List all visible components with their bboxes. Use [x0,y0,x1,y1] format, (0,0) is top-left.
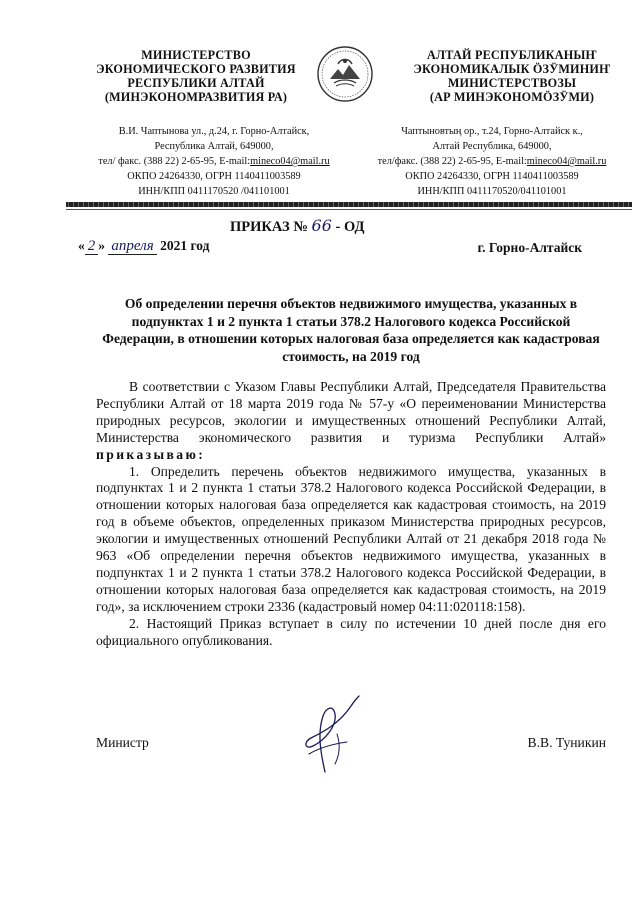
republic-altai-emblem-icon [316,45,374,103]
org-line: МИНИСТЕРСТВО [141,48,251,62]
org-line: ЭКОНОМИЧЕСКОГО РАЗВИТИЯ [96,62,296,76]
signatory-name: В.В. Туникин [527,735,606,750]
order-city: г. Горно-Алтайск [477,240,582,255]
header-divider-thin [66,209,632,210]
preamble-paragraph [96,379,606,464]
order-word: приказываю: [96,446,206,462]
order-body [96,379,606,650]
phone-fax-text: тел/ факс. (388 22) 2-65-95, E-mail: [98,156,251,167]
order-title-prefix: ПРИКАЗ № [230,219,308,235]
order-title [230,216,365,236]
org-line: (АР МИНЭКОНОМÖЗӰМИ) [429,90,595,104]
address-altai [356,124,628,199]
org-line: ЭКОНОМИКАЛЫК ÖЗӰМИНИҤ [413,62,611,76]
email-link[interactable]: mineco04@mail.ru [526,156,607,167]
address-line: Алтай Республика, 649000, [432,141,552,152]
org-line: (МИНЭКОНОМРАЗВИТИЯ РА) [104,90,288,104]
header-divider [66,202,632,207]
address-line: ОКПО 24264330, ОГРН 1140411003589 [405,171,579,182]
signatory-title: Министр [96,735,149,750]
address-russian [78,124,350,199]
handwritten-signature [295,694,365,774]
order-title-suffix: - ОД [335,219,365,235]
address-contact-line [356,154,628,169]
address-contact-line [78,154,350,169]
address-line: ОКПО 24264330, ОГРН 1140411003589 [127,171,301,182]
org-name-russian [82,48,310,104]
order-day: 2 [85,238,99,255]
order-date [78,238,209,255]
order-item-1: 1. Определить перечень объектов недвижимого имущества, указанных в подпунктах 1 и 2 пункта 1 статьи 378.2 Налогового кодекса Российской Федерации, в отношении которых налоговая база определяется как кадастровая стоимость, на 2019 год в объеме объектов, определенных приказом Министерства природных ресурсов, экологии и имущественных отношений Республики Алтай от 21 декабря 2018 года № 963 «Об определении перечня объектов недвижимого имущества, указанных в подпунктах 1 и 2 пункта 1 статьи 378.2 Налогового кодекса Российской Федерации, в отношении которых налоговая база определяется как кадастровая стоимость, на 2019 год», за исключением строки 2336 (кадастровый номер 04:11:020118:158). [96,463,606,614]
quote-open: « [78,238,85,253]
quote-close: » [98,238,105,253]
address-line: В.И. Чаптынова ул., д.24, г. Горно-Алтайск, [118,126,310,137]
address-line: ИНН/КПП 0411170520/041101001 [417,186,567,197]
email-link[interactable]: mineco04@mail.ru [250,156,330,167]
order-item-2: 2. Настоящий Приказ вступает в силу по истечении 10 дней после дня его официального опубликования. [96,615,606,648]
org-line: АЛТАЙ РЕСПУБЛИКАНЫҤ [427,48,597,62]
preamble-text: В соответствии с Указом Главы Республики Алтай, Председателя Правительства Республики Алтай от 18 марта 2019 года № 57-у «О переименовании Министерства природных ресурсов, экологии и имущественных отношений Республики Алтай, Министерства экономического развития и туризма Республики Алтай» [96,379,606,445]
address-line: Республика Алтай, 649000, [154,141,274,152]
org-name-altai [392,48,632,104]
order-year: 2021 год [160,238,210,253]
order-number: 66 [311,216,332,235]
address-line: ИНН/КПП 0411170520 /041101001 [138,186,290,197]
address-line: Чаптыновтың ор., т.24, Горно-Алтайск к., [401,126,583,137]
phone-fax-text: тел/факс. (388 22) 2-65-95, E-mail: [377,156,527,167]
org-line: РЕСПУБЛИКИ АЛТАЙ [127,76,265,90]
order-subject: Об определении перечня объектов недвижимого имущества, указанных в подпунктах 1 и 2 пункта 1 статьи 378.2 Налогового кодекса Российской Федерации, в отношении которых налоговая база определяется как кадастровая стоимость, на 2019 год [102,296,600,364]
order-month: апреля [108,238,156,255]
org-line: МИНИСТЕРСТВОЗЫ [447,76,577,90]
